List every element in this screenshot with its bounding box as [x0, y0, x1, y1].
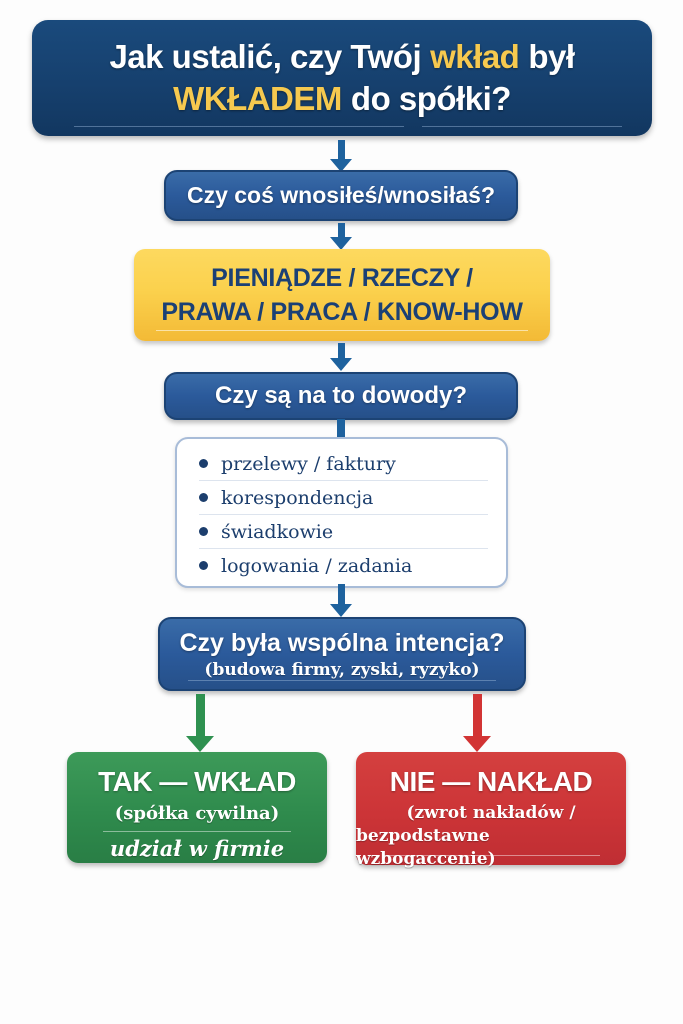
title-line1-pre: Jak ustalić, czy Twój [109, 38, 422, 75]
question-intent-subtitle: (budowa firmy, zyski, ryzyko) [204, 659, 480, 680]
outcome-no-box [356, 752, 626, 869]
title-line1-highlight: wkład [430, 38, 520, 75]
list-item [199, 515, 488, 549]
bullet-icon [199, 459, 208, 468]
evidence-item-label: przelewy / faktury [221, 452, 396, 475]
outcome-yes-subtitle: (spółka cywilna) [114, 803, 280, 824]
arrow-down-yes-icon [186, 694, 214, 752]
question-contribution-box [164, 170, 518, 221]
list-item [199, 481, 488, 515]
arrow-down-icon [330, 584, 352, 617]
contribution-types-box [134, 249, 550, 341]
contribution-types-line2: PRAWA / PRACA / KNOW-HOW [161, 298, 523, 326]
outcome-yes-title: TAK — WKŁAD [98, 766, 296, 797]
arrow-down-icon [330, 140, 352, 172]
page-title [32, 20, 652, 136]
outcome-no-title: NIE — NAKŁAD [389, 766, 593, 797]
title-line1-post: był [528, 38, 575, 75]
evidence-list [175, 437, 508, 588]
question-evidence-label: Czy są na to dowody? [214, 382, 468, 409]
outcome-yes-box [67, 752, 327, 863]
question-evidence-box [164, 372, 518, 420]
bullet-icon [199, 561, 208, 570]
outcome-no-subtitle-line1: (zwrot nakładów / [406, 803, 576, 823]
contribution-types-line1: PIENIĄDZE / RZECZY / [211, 264, 473, 292]
outcome-yes-note: udział w firmie [109, 836, 285, 861]
evidence-item-label: logowania / zadania [221, 554, 413, 577]
arrow-down-icon [330, 343, 352, 371]
title-line-2 [173, 78, 511, 120]
title-line-1 [109, 36, 574, 78]
outcome-no-subtitle-line2: bezpodstawne wzbogaccenie) [356, 826, 496, 869]
question-intent-label: Czy była wspólna intencja? [179, 628, 505, 657]
question-intent-box [158, 617, 526, 691]
list-item [199, 549, 488, 582]
bullet-icon [199, 527, 208, 536]
outcome-yes-divider [103, 831, 290, 832]
bullet-icon [199, 493, 208, 502]
evidence-item-label: świadkowie [221, 520, 334, 543]
arrow-down-no-icon [463, 694, 491, 752]
title-line2-highlight: WKŁADEM [173, 80, 342, 117]
types-divider [156, 330, 528, 331]
header-divider-right [422, 126, 622, 127]
title-line2-post: do spółki? [350, 80, 511, 117]
question-contribution-label: Czy coś wnosiłeś/wnosiłaś? [186, 182, 496, 208]
list-item [199, 447, 488, 481]
evidence-item-label: korespondencja [221, 486, 374, 509]
outcome-no-divider [382, 855, 600, 856]
intent-divider [188, 680, 496, 681]
header-divider-left [74, 126, 404, 127]
arrow-down-icon [330, 223, 352, 250]
